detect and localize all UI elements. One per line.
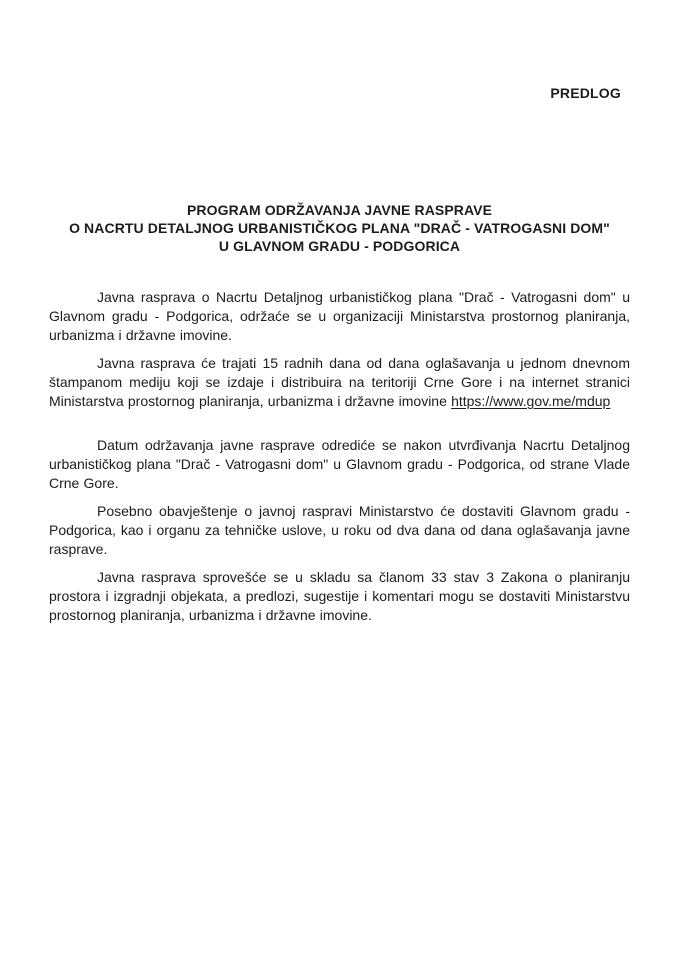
paragraph-5-text: Javna rasprava sprovešće se u skladu sa članom 33 stav 3 Zakona o planiranju prostora i izgradnji objekata, a predlozi, sugestije i komentari mogu se dostaviti Ministarstvu prostornog planiranja, urbanizma i državne imovine. bbox=[49, 569, 630, 623]
paragraph-4 bbox=[49, 502, 630, 559]
paragraph-1 bbox=[49, 288, 630, 345]
document-title-line-3: U GLAVNOM GRADU - PODGORICA bbox=[218, 238, 461, 254]
paragraph-3 bbox=[49, 436, 630, 493]
paragraph-1-text: Javna rasprava o Nacrtu Detaljnog urbanističkog plana "Drač - Vatrogasni dom" u Glavnom gradu - Podgorica, održaće se u organizaciji Ministarstva prostornog planiranja, urbanizma i državne imovine. bbox=[49, 289, 630, 343]
gov-me-mdup-link[interactable]: https://www.gov.me/mdup bbox=[451, 393, 611, 409]
document-title bbox=[49, 201, 630, 255]
document-body bbox=[49, 288, 630, 625]
paragraph-2-text: Javna rasprava će trajati 15 radnih dana od dana oglašavanja u jednom dnevnom štampanom mediju koji se izdaje i distribuira na teritoriji Crne Gore i na internet stranici Ministarstva prostornog planiranja, urbanizma i državne imovine bbox=[49, 355, 630, 409]
document-title-line-1: PROGRAM ODRŽAVANJA JAVNE RASPRAVE bbox=[186, 202, 493, 218]
paragraph-5 bbox=[49, 568, 630, 625]
paragraph-4-text: Posebno obavještenje o javnoj raspravi Ministarstvo će dostaviti Glavnom gradu - Podgorica, kao i organu za tehničke uslove, u roku od dva dana od dana oglašavanja javne rasprave. bbox=[49, 503, 630, 557]
document-title-line-2: O NACRTU DETALJNOG URBANISTIČKOG PLANA "DRAČ - VATROGASNI DOM" bbox=[69, 220, 610, 236]
paragraph-2 bbox=[49, 354, 630, 411]
proposal-tag: PREDLOG bbox=[550, 85, 621, 101]
paragraph-3-text: Datum održavanja javne rasprave odrediće se nakon utvrđivanja Nacrtu Detaljnog urbanističkog plana "Drač - Vatrogasni dom" u Glavnom gradu - Podgorica, od strane Vlade Crne Gore. bbox=[49, 437, 630, 491]
